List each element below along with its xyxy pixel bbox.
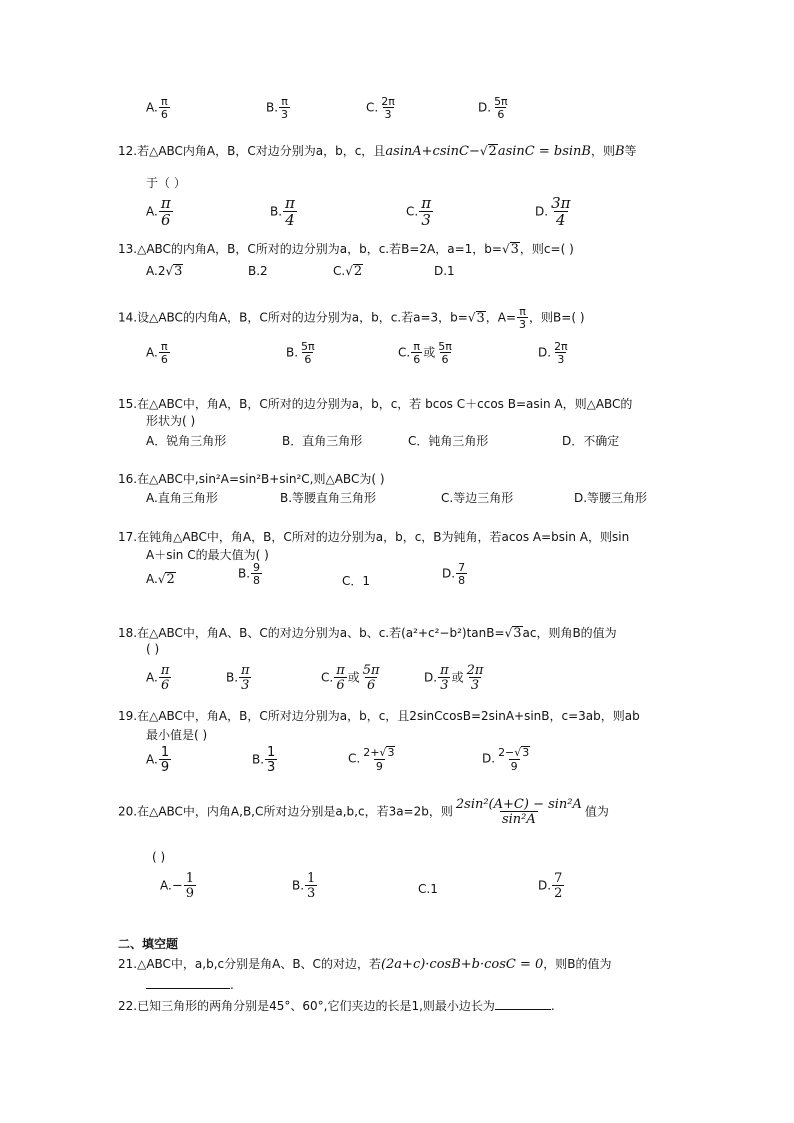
q16-option-d: D.等腰三角形 (574, 491, 648, 505)
denominator: 8 (253, 574, 261, 587)
q18-option-c (321, 664, 383, 692)
denominator: 3 (470, 678, 480, 693)
numerator: π (161, 340, 168, 353)
fraction (159, 664, 172, 692)
q19-option-c (348, 746, 398, 772)
sqrt-radicand: 2 (166, 572, 175, 587)
option-label: B. (270, 204, 283, 219)
fraction (517, 306, 528, 330)
q19-stem: 19.在△ABC中，角A，B，C所对边分别为a，b，c，且2sinCcosB=2sinA+sinB，c=3ab，则ab (118, 709, 640, 723)
q19-option-b (252, 746, 278, 774)
denominator: 6 (160, 678, 170, 693)
fraction (436, 341, 454, 365)
q20-answer-bracket: ( ) (152, 850, 166, 864)
q14-option-c (398, 341, 455, 365)
q17-stem-line2: A＋sin C的最大值为( ) (146, 548, 269, 562)
question-text: ，则B=( ) (529, 310, 585, 325)
denominator: 6 (336, 678, 345, 693)
q15-option-b: B．直角三角形 (282, 434, 363, 448)
option-label: C. (398, 345, 411, 360)
numerator: π (336, 663, 345, 678)
numerator-prefix: 2+ (363, 746, 380, 759)
denominator: 3 (307, 886, 316, 901)
numerator: 1 (267, 745, 276, 760)
q11-option-d (478, 96, 511, 120)
fraction (239, 664, 252, 692)
denominator: 4 (555, 211, 566, 229)
q15-option-c: C．钝角三角形 (408, 434, 489, 448)
q11-option-b (266, 96, 291, 120)
q12-option-a (146, 196, 174, 228)
option-label: B. (252, 752, 265, 767)
option-label: A. (146, 670, 158, 685)
q21-stem (118, 955, 612, 972)
option-label: A. (146, 572, 158, 586)
numerator: 2π (381, 95, 395, 108)
option-label: D. (538, 878, 552, 893)
numerator: π (160, 194, 171, 212)
question-text: 值为 (584, 804, 609, 819)
option-label: B. (292, 878, 305, 893)
question-text: ，则B的值为 (543, 957, 612, 971)
denominator: 2 (554, 886, 563, 901)
numerator: π (160, 663, 170, 678)
sqrt-sign: √ (379, 746, 387, 759)
q18-option-a (146, 664, 172, 692)
q19-stem-line2: 最小值是( ) (146, 728, 208, 742)
variable: B (614, 144, 625, 159)
formula: (2a+c)·cosB+b·cosC = 0 (380, 957, 544, 972)
denominator: 6 (367, 678, 376, 693)
fraction (379, 96, 397, 120)
sqrt-sign: √ (504, 626, 513, 640)
question-text: 18.在△ABC中，角A、B、C的对边分别为a、b、c.若(a²+c²−b²)tanB= (118, 626, 505, 640)
q17-option-b (238, 562, 263, 586)
fraction (411, 341, 422, 365)
q15-option-d: D．不确定 (562, 434, 620, 448)
q20-option-d (538, 872, 565, 900)
q18-stem (118, 624, 617, 641)
option-label: C. (366, 100, 379, 115)
question-text: ac，则角B的值为 (522, 626, 617, 640)
fraction (283, 196, 297, 228)
q12-option-c (406, 196, 434, 228)
q20-option-b (292, 872, 318, 900)
option-label: D. (442, 566, 456, 581)
denominator: 3 (241, 678, 250, 693)
denominator: 6 (497, 108, 505, 121)
numerator: 1 (307, 871, 316, 886)
option-label: B. (286, 345, 299, 360)
q17-option-d (442, 562, 468, 586)
q11-option-c (366, 96, 398, 120)
option-label: A. (146, 752, 158, 767)
section-heading: 二、填空题 (118, 937, 179, 951)
option-label: C. (321, 670, 334, 685)
numerator: π (440, 663, 449, 678)
q20-stem (118, 798, 609, 826)
denominator: 3 (384, 108, 392, 121)
q17-option-a (146, 572, 176, 587)
sqrt-radicand: 3 (522, 746, 530, 759)
q16-option-b: B.等腰直角三角形 (280, 491, 377, 505)
option-label: D. (482, 751, 496, 766)
option-label: A. (146, 345, 158, 360)
sqrt-radicand: 3 (513, 626, 522, 641)
q18-answer-bracket: ( ) (146, 642, 160, 656)
numerator: 5π (301, 340, 315, 353)
fraction (419, 196, 433, 228)
question-text: ，则c=( ) (519, 242, 574, 256)
option-label: B. (266, 100, 279, 115)
fraction (334, 664, 347, 692)
sqrt-radicand: 3 (510, 242, 519, 257)
q16-option-a: A.直角三角形 (146, 491, 218, 505)
q19-option-d (482, 746, 533, 772)
option-label: A.2 (146, 264, 166, 278)
numerator-prefix: 2− (498, 746, 515, 759)
fraction (496, 746, 532, 772)
fraction (454, 798, 584, 826)
sqrt-sign: √ (165, 264, 174, 278)
period: . (230, 978, 234, 992)
option-label: D. (424, 670, 438, 685)
fraction (305, 872, 317, 900)
q13-option-a (146, 264, 183, 279)
option-label: C. (406, 204, 419, 219)
minus-sign: − (171, 878, 183, 894)
q16-option-c: C.等边三角形 (441, 491, 514, 505)
q13-option-d: D.1 (434, 264, 455, 278)
denominator: 3 (440, 678, 449, 693)
numerator: π (161, 95, 168, 108)
q20-option-c: C.1 (418, 882, 438, 896)
denominator: 3 (281, 108, 289, 121)
fraction (492, 96, 510, 120)
denominator: 6 (160, 211, 171, 229)
numerator: π (519, 305, 526, 318)
answer-blank[interactable] (495, 996, 551, 1010)
numerator: π (421, 194, 432, 212)
q14-option-a (146, 341, 171, 365)
denominator: 6 (413, 353, 421, 366)
question-text: 20.在△ABC中，内角A,B,C所对边分别是a,b,c，若3a=2b，则 (118, 804, 453, 819)
answer-blank[interactable] (146, 974, 230, 989)
q12-option-d (535, 196, 573, 228)
q12-answer-bracket: 于（ ） (146, 176, 186, 190)
numerator: π (241, 663, 250, 678)
q17-stem: 17.在钝角△ABC中，角A，B，C所对的边分别为a，b，c，B为钝角，若acos A=bsin A，则sin (118, 530, 630, 544)
numerator: 7 (554, 871, 563, 886)
numerator: 5π (494, 95, 508, 108)
question-text: 等 (624, 144, 637, 158)
denominator: 3 (267, 760, 276, 775)
period: . (550, 999, 555, 1013)
sqrt-sign: √ (514, 746, 522, 759)
fraction (279, 96, 290, 120)
option-label: A. (160, 878, 172, 893)
denominator: 3 (421, 211, 431, 229)
denominator: 6 (160, 353, 168, 366)
numerator: π (285, 194, 295, 212)
denominator: 3 (519, 318, 527, 331)
numerator: 2π (554, 340, 568, 353)
fraction (549, 196, 572, 228)
q11-option-a (146, 96, 171, 120)
fraction (184, 872, 196, 900)
q12-stem (118, 143, 637, 160)
numerator: 5π (438, 340, 452, 353)
sqrt-sign: √ (467, 310, 476, 325)
sqrt-radicand: 2 (353, 264, 363, 279)
q14-option-b (286, 341, 318, 365)
fraction (299, 341, 317, 365)
numerator: 7 (458, 561, 466, 574)
denominator: 6 (160, 108, 168, 121)
q20-option-a (160, 872, 197, 900)
denominator: 9 (185, 886, 194, 901)
option-label: C. (348, 751, 361, 766)
sqrt-sign: √ (345, 264, 353, 278)
q12-option-b (270, 196, 298, 228)
option-label: D. (535, 204, 549, 219)
fraction (552, 872, 564, 900)
question-text: ，则 (590, 144, 615, 158)
option-label: B. (238, 566, 251, 581)
question-text: 21.△ABC中，a,b,c分别是角A、B、C的对边，若 (118, 957, 381, 971)
fraction (552, 341, 570, 365)
fraction (361, 664, 382, 692)
denominator: 9 (160, 760, 170, 775)
fraction (159, 341, 170, 365)
q13-option-c (333, 264, 363, 279)
denominator: 8 (458, 574, 466, 587)
sqrt-radicand: 3 (174, 264, 183, 279)
q14-option-d (538, 341, 571, 365)
q15-stem: 15.在△ABC中，角A，B，C所对的边分别为a，b，c，若 bcos C＋ccos B=asin A，则△ABC的 (118, 397, 633, 411)
fraction (159, 196, 173, 228)
sqrt-radicand: 2 (488, 144, 497, 159)
formula: asinC = bsinB (497, 144, 591, 159)
question-text: 22.已知三角形的两角分别是45°、60°,它们夹边的长是1,则最小边长为 (118, 999, 495, 1013)
question-text: 14.设△ABC的内角A，B，C所对的边分别为a，b，c.若a=3，b= (118, 310, 468, 325)
fraction (159, 746, 171, 774)
sqrt-radicand: 3 (476, 310, 485, 326)
q14-stem (118, 306, 585, 330)
question-text: 13.△ABC的内角A，B，C所对的边分别为a，b，c.若B=2A，a=1，b= (118, 242, 502, 256)
numerator: 2π (466, 663, 484, 678)
q15-option-a: A．锐角三角形 (146, 434, 227, 448)
numerator: 2sin²(A+C) − sin²A (455, 797, 582, 812)
denominator: 3 (557, 353, 565, 366)
or-text: 或 (423, 345, 436, 360)
fraction (265, 746, 277, 774)
numerator: π (281, 95, 288, 108)
question-text: ，A= (485, 310, 517, 325)
q13-option-b: B.2 (248, 264, 268, 278)
or-text: 或 (347, 670, 360, 685)
q19-option-a (146, 746, 172, 774)
numerator: 3π (551, 194, 571, 212)
q21-answer-line (146, 974, 234, 992)
q18-option-b (226, 664, 253, 692)
numerator: 9 (253, 561, 261, 574)
q18-option-d (424, 664, 486, 692)
or-text: 或 (451, 670, 464, 685)
denominator: 4 (285, 211, 295, 229)
option-label: B. (226, 670, 239, 685)
denominator: 9 (510, 760, 518, 774)
denominator: sin²A (501, 812, 536, 827)
option-label: D. (538, 345, 552, 360)
sqrt-sign: √ (479, 144, 488, 158)
denominator: 6 (441, 353, 449, 366)
q15-stem-line2: 形状为( ) (146, 414, 196, 428)
sqrt-sign: √ (501, 242, 510, 256)
sqrt-radicand: 3 (387, 746, 395, 759)
denominator: 6 (304, 353, 312, 366)
option-label: A. (146, 100, 158, 115)
fraction (361, 746, 397, 772)
q17-option-c: C．1 (342, 574, 371, 588)
q16-stem: 16.在△ABC中,sin²A=sin²B+sin²C,则△ABC为( ) (118, 472, 385, 486)
numerator: 1 (160, 745, 170, 760)
fraction (456, 562, 467, 586)
question-text: 12.若△ABC内角A，B，C对边分别为a，b，c，且 (118, 144, 386, 158)
q22-stem (118, 996, 555, 1014)
fraction (465, 664, 486, 692)
option-label: D. (478, 100, 492, 115)
fraction (251, 562, 262, 586)
q13-stem (118, 240, 574, 257)
numerator: 5π (362, 663, 380, 678)
option-label: C. (333, 264, 346, 278)
option-label: A. (146, 204, 158, 219)
numerator: π (413, 340, 421, 353)
formula: asinA+csinC− (385, 144, 480, 159)
fraction (438, 664, 451, 692)
denominator: 9 (375, 760, 383, 774)
sqrt-sign: √ (157, 572, 166, 586)
fraction (159, 96, 170, 120)
numerator: 1 (185, 871, 194, 886)
